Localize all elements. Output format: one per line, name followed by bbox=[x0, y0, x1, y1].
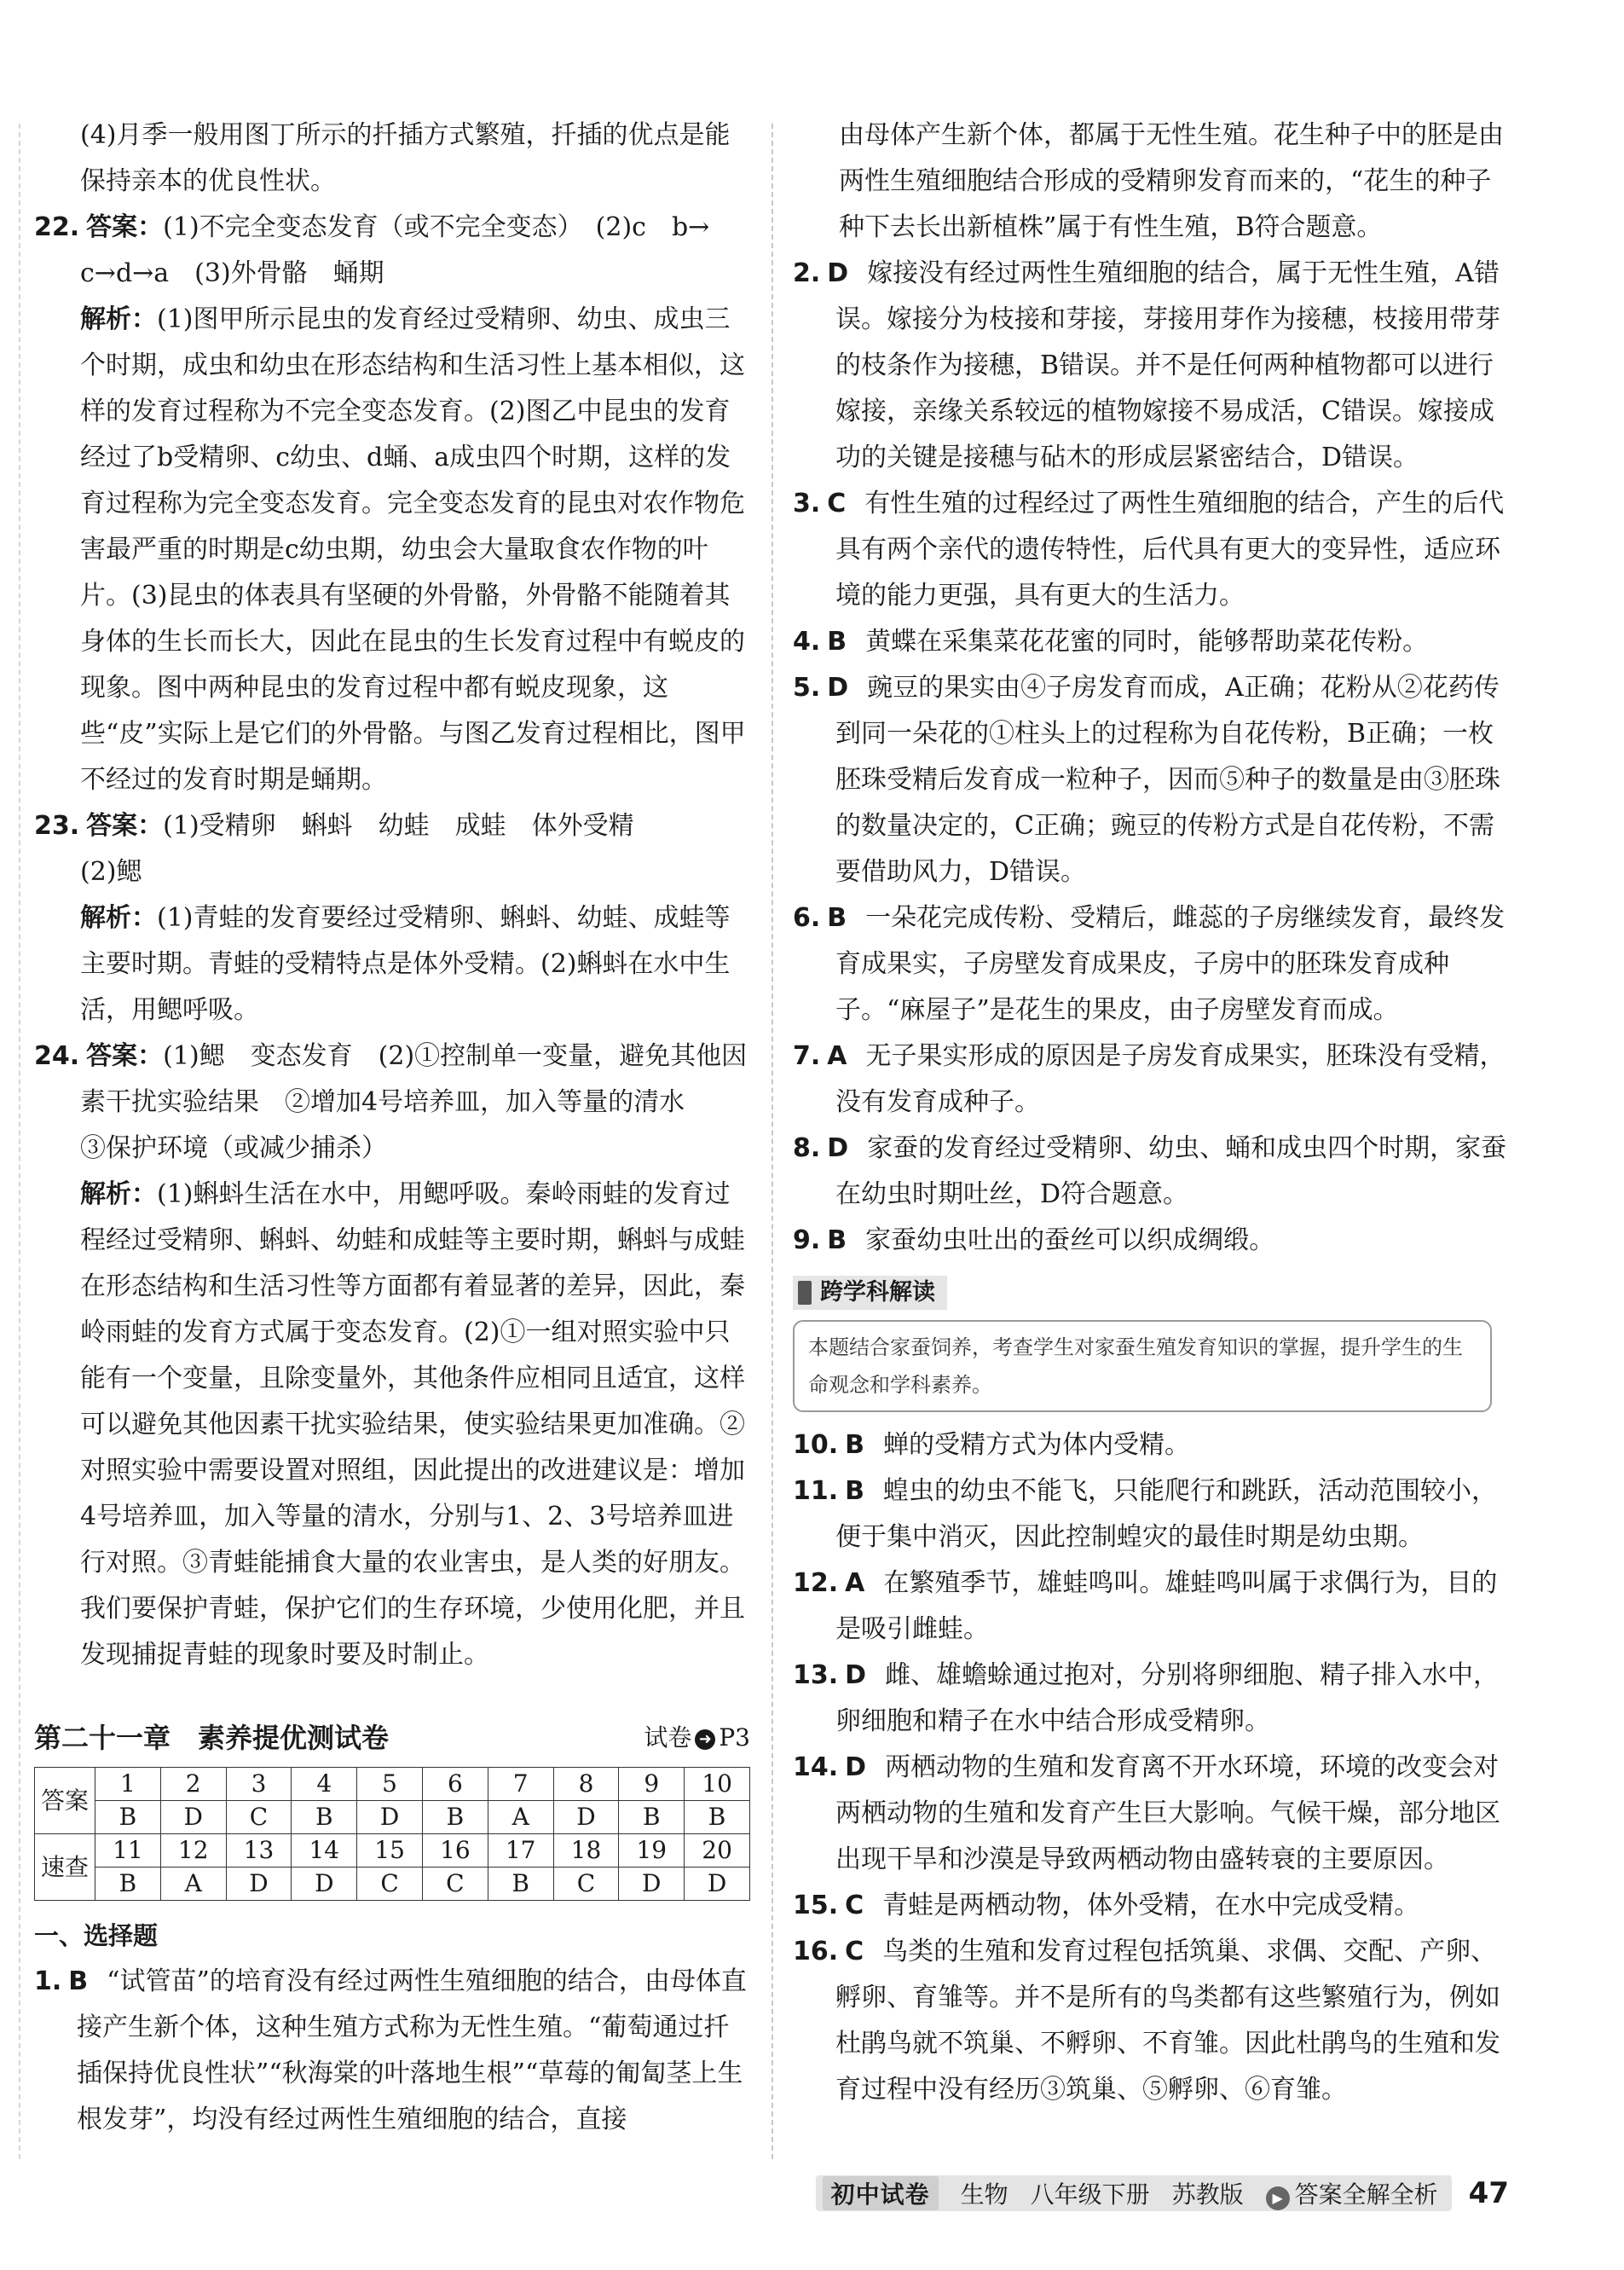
table-cell: A bbox=[488, 1801, 553, 1834]
q22-explanation: 解析：(1)图甲所示昆虫的发育经过受精卵、幼虫、成虫三个时期，成虫和幼虫在形态结构和生活习性上基本相似，这样的发育过程称为不完全变态发育。(2)图乙中昆虫的发育经过了b受精卵、c幼虫、d蛹、a成虫四个时期，这样的发育过程称为完全变态发育。完全变态发育的昆虫对农作物危害最严重的时期是c幼虫期，幼虫会大量取食农作物的叶片。(3)昆虫的体表具有坚硬的外骨骼，外骨骼不能随着其身体的生长而长大，因此在昆虫的生长发育过程中有蜕皮的现象。图中两种昆虫的发育过程中都有蜕皮现象，这些“皮”实际上是它们的外骨骼。与图乙发育过程相比，图甲不经过的发育时期是蛹期。 bbox=[80, 304, 746, 795]
table-cell: B bbox=[292, 1801, 357, 1834]
bookmark-icon bbox=[798, 1281, 812, 1305]
play-icon: ▶ bbox=[1266, 2186, 1290, 2210]
arrow-right-icon: ➜ bbox=[695, 1729, 715, 1750]
table-cell: 15 bbox=[357, 1834, 423, 1868]
question-9: 9. B 家蚕幼虫吐出的蚕丝可以织成绸缎。 bbox=[793, 1225, 1275, 1255]
table-cell: 11 bbox=[95, 1834, 161, 1868]
footer-grade: 八年级下册 bbox=[1030, 2180, 1150, 2209]
question-10: 10. B 蝉的受精方式为体内受精。 bbox=[793, 1430, 1191, 1460]
right-column bbox=[793, 113, 1509, 2113]
table-cell: D bbox=[619, 1868, 685, 1901]
question-23 bbox=[34, 803, 750, 1034]
question-12: 12. A 在繁殖季节，雄蛙鸣叫。雄蛙鸣叫属于求偶行为，目的是吸引雌蛙。 bbox=[793, 1568, 1498, 1644]
footer-bar bbox=[816, 2175, 1452, 2211]
q1-tail: 由母体产生新个体，都属于无性生殖。花生种子中的胚是由两性生殖细胞结合形成的受精卵发育而来的，“花生的种子种下去长出新植株”属于有性生殖，B符合题意。 bbox=[839, 120, 1504, 242]
table-row bbox=[35, 1768, 750, 1801]
left-margin-dashes bbox=[19, 124, 20, 2159]
table-cell: C bbox=[422, 1868, 488, 1901]
question-3: 3. C 有性生殖的过程经过了两性生殖细胞的结合，产生的后代具有两个亲代的遗传特性，后代具有更大的变异性，适应环境的能力更强，具有更大的生活力。 bbox=[793, 489, 1505, 611]
table-row bbox=[35, 1834, 750, 1868]
table-cell: 12 bbox=[160, 1834, 226, 1868]
table-cell: 1 bbox=[95, 1768, 161, 1801]
chapter-title: 第二十一章 素养提优测试卷 bbox=[34, 1722, 390, 1754]
table-cell: D bbox=[357, 1801, 423, 1834]
table-side-label: 速查 bbox=[35, 1834, 95, 1901]
column-divider bbox=[772, 124, 773, 2159]
interdisciplinary-box bbox=[793, 1274, 1492, 1412]
table-cell: 7 bbox=[488, 1768, 553, 1801]
question-13: 13. D 雌、雄蟾蜍通过抱对，分别将卵细胞、精子排入水中，卵细胞和精子在水中结合形成受精卵。 bbox=[793, 1660, 1500, 1736]
table-cell: 17 bbox=[488, 1834, 553, 1868]
left-column bbox=[34, 113, 750, 2143]
q23-explanation: 解析：(1)青蛙的发育要经过受精卵、蝌蚪、幼蛙、成蛙等主要时期。青蛙的受精特点是体外受精。(2)蝌蚪在水中生活，用鳃呼吸。 bbox=[80, 903, 731, 1025]
table-row bbox=[35, 1868, 750, 1901]
table-cell: D bbox=[292, 1868, 357, 1901]
table-cell: 4 bbox=[292, 1768, 357, 1801]
answer-table bbox=[34, 1767, 750, 1901]
table-cell: 9 bbox=[619, 1768, 685, 1801]
table-cell: B bbox=[488, 1868, 553, 1901]
table-cell: 6 bbox=[422, 1768, 488, 1801]
question-4: 4. B 黄蝶在采集菜花花蜜的同时，能够帮助菜花传粉。 bbox=[793, 627, 1429, 657]
interdisciplinary-title: 跨学科解读 bbox=[793, 1276, 947, 1310]
q24-explanation: 解析：(1)蝌蚪生活在水中，用鳃呼吸。秦岭雨蛙的发育过程经过受精卵、蝌蚪、幼蛙和成蛙等主要时期，蝌蚪与成蛙在形态结构和生活习性等方面都有着显著的差异，因此，秦岭雨蛙的发育方式属于变态发育。(2)①一组对照实验中只能有一个变量，且除变量外，其他条件应相同且适宜，这样可以避免其他因素干扰实验结果，使实验结果更加准确。②对照实验中需要设置对照组，因此提出的改进建议是：增加4号培养皿，加入等量的清水，分别与1、2、3号培养皿进行对照。③青蛙能捕食大量的农业害虫，是人类的好朋友。我们要保护青蛙，保护它们的生存环境，少使用化肥，并且发现捕捉青蛙的现象时要及时制止。 bbox=[80, 1179, 745, 1670]
table-cell: 10 bbox=[685, 1768, 750, 1801]
section-title: 一、选择题 bbox=[34, 1921, 159, 1950]
question-2: 2. D 嫁接没有经过两性生殖细胞的结合，属于无性生殖，A错误。嫁接分为枝接和芽接，芽接用芽作为接穗，枝接用带芽的枝条作为接穗，B错误。并不是任何两种植物都可以进行嫁接，亲缘关系较远的植物嫁接不易成活，C错误。嫁接成功的关键是接穗与砧木的形成层紧密结合，D错误。 bbox=[793, 258, 1500, 472]
table-cell: D bbox=[685, 1868, 750, 1901]
paper-reference: 试卷 ➜ P3 bbox=[644, 1723, 750, 1752]
interdisciplinary-text: 本题结合家蚕饲养，考查学生对家蚕生殖发育知识的掌握，提升学生的生命观念和学科素养。 bbox=[793, 1320, 1492, 1412]
table-cell: D bbox=[226, 1868, 292, 1901]
question-7: 7. A 无子果实形成的原因是子房发育成果实，胚珠没有受精，没有发育成种子。 bbox=[793, 1041, 1506, 1117]
table-side-label: 答案 bbox=[35, 1768, 95, 1834]
q23-answer: 23. 答案：(1)受精卵 蝌蚪 幼蛙 成蛙 体外受精 bbox=[34, 811, 634, 841]
table-cell: 5 bbox=[357, 1768, 423, 1801]
footer-series: ▶ 答案全解全析 bbox=[1266, 2176, 1438, 2210]
page-footer bbox=[725, 2173, 1509, 2214]
page-number: 47 bbox=[1468, 2176, 1509, 2210]
table-cell: 14 bbox=[292, 1834, 357, 1868]
question-6: 6. B 一朵花完成传粉、受精后，雌蕊的子房继续发育，最终发育成果实，子房壁发育成果皮，子房中的胚珠发育成种子。“麻屋子”是花生的果皮，由子房壁发育而成。 bbox=[793, 903, 1506, 1025]
table-cell: B bbox=[619, 1801, 685, 1834]
q24-answer: 24. 答案：(1)鳃 变态发育 (2)①控制单一变量，避免其他因素干扰实验结果 ②增加4号培养皿，加入等量的清水 bbox=[34, 1041, 748, 1117]
question-14: 14. D 两栖动物的生殖和发育离不开水环境，环境的改变会对两栖动物的生殖和发育产生巨大影响。气候干燥，部分地区出现干旱和沙漠是导致两栖动物由盛转衰的主要原因。 bbox=[793, 1752, 1500, 1874]
chapter-header bbox=[34, 1712, 750, 1763]
q22-answer-cont: c→d→a (3)外骨骼 蛹期 bbox=[80, 258, 384, 288]
question-1: 1. B “试管苗”的培育没有经过两性生殖细胞的结合，由母体直接产生新个体，这种生殖方式称为无性生殖。“葡萄通过扦插保持优良性状”“秋海棠的叶落地生根”“草莓的匍匐茎上生根发芽”，均没有经过两性生殖细胞的结合，直接 bbox=[34, 1966, 747, 2134]
table-cell: B bbox=[422, 1801, 488, 1834]
table-cell: B bbox=[685, 1801, 750, 1834]
table-cell: D bbox=[160, 1801, 226, 1834]
table-cell: 19 bbox=[619, 1834, 685, 1868]
question-16: 16. C 鸟类的生殖和发育过程包括筑巢、求偶、交配、产卵、孵卵、育雏等。并不是所有的鸟类都有这些繁殖行为，例如杜鹃鸟就不筑巢、不孵卵、不育雏。因此杜鹃鸟的生殖和发育过程中没有经历③筑巢、⑤孵卵、⑥育雏。 bbox=[793, 1937, 1500, 2105]
question-15: 15. C 青蛙是两栖动物，体外受精，在水中完成受精。 bbox=[793, 1891, 1420, 1920]
q24-answer-cont: ③保护环境（或减少捕杀） bbox=[80, 1133, 387, 1163]
question-22 bbox=[34, 205, 750, 803]
q21-tail: (4)月季一般用图丁所示的扦插方式繁殖，扦插的优点是能保持亲本的优良性状。 bbox=[80, 120, 731, 196]
table-cell: 20 bbox=[685, 1834, 750, 1868]
table-cell: C bbox=[553, 1868, 619, 1901]
table-cell: 16 bbox=[422, 1834, 488, 1868]
table-cell: 13 bbox=[226, 1834, 292, 1868]
table-cell: A bbox=[160, 1868, 226, 1901]
question-11: 11. B 蝗虫的幼虫不能飞，只能爬行和跳跃，活动范围较小，便于集中消灭，因此控制蝗灾的最佳时期是幼虫期。 bbox=[793, 1476, 1498, 1552]
q22-answer: 22. 答案：(1)不完全变态发育（或不完全变态） (2)c b→ bbox=[34, 212, 710, 242]
table-cell: C bbox=[226, 1801, 292, 1834]
table-cell: 8 bbox=[553, 1768, 619, 1801]
table-row bbox=[35, 1801, 750, 1834]
table-cell: 3 bbox=[226, 1768, 292, 1801]
footer-edition: 苏教版 bbox=[1171, 2180, 1244, 2209]
table-cell: D bbox=[553, 1801, 619, 1834]
table-cell: B bbox=[95, 1801, 161, 1834]
table-cell: 2 bbox=[160, 1768, 226, 1801]
question-24 bbox=[34, 1034, 750, 1678]
table-cell: C bbox=[357, 1868, 423, 1901]
q23-answer-cont: (2)鳃 bbox=[80, 857, 142, 887]
table-cell: 18 bbox=[553, 1834, 619, 1868]
table-cell: B bbox=[95, 1868, 161, 1901]
footer-subject: 生物 bbox=[960, 2180, 1008, 2209]
question-8: 8. D 家蚕的发育经过受精卵、幼虫、蛹和成虫四个时期，家蚕在幼虫时期吐丝，D符合题意。 bbox=[793, 1133, 1507, 1209]
question-5: 5. D 豌豆的果实由④子房发育而成，A正确；花粉从②花药传到同一朵花的①柱头上的过程称为自花传粉，B正确；一枚胚珠受精后发育成一粒种子，因而⑤种子的数量是由③胚珠的数量决定的，C正确；豌豆的传粉方式是自花传粉，不需要借助风力，D错误。 bbox=[793, 673, 1500, 887]
footer-brand: 初中试卷 bbox=[823, 2176, 939, 2210]
